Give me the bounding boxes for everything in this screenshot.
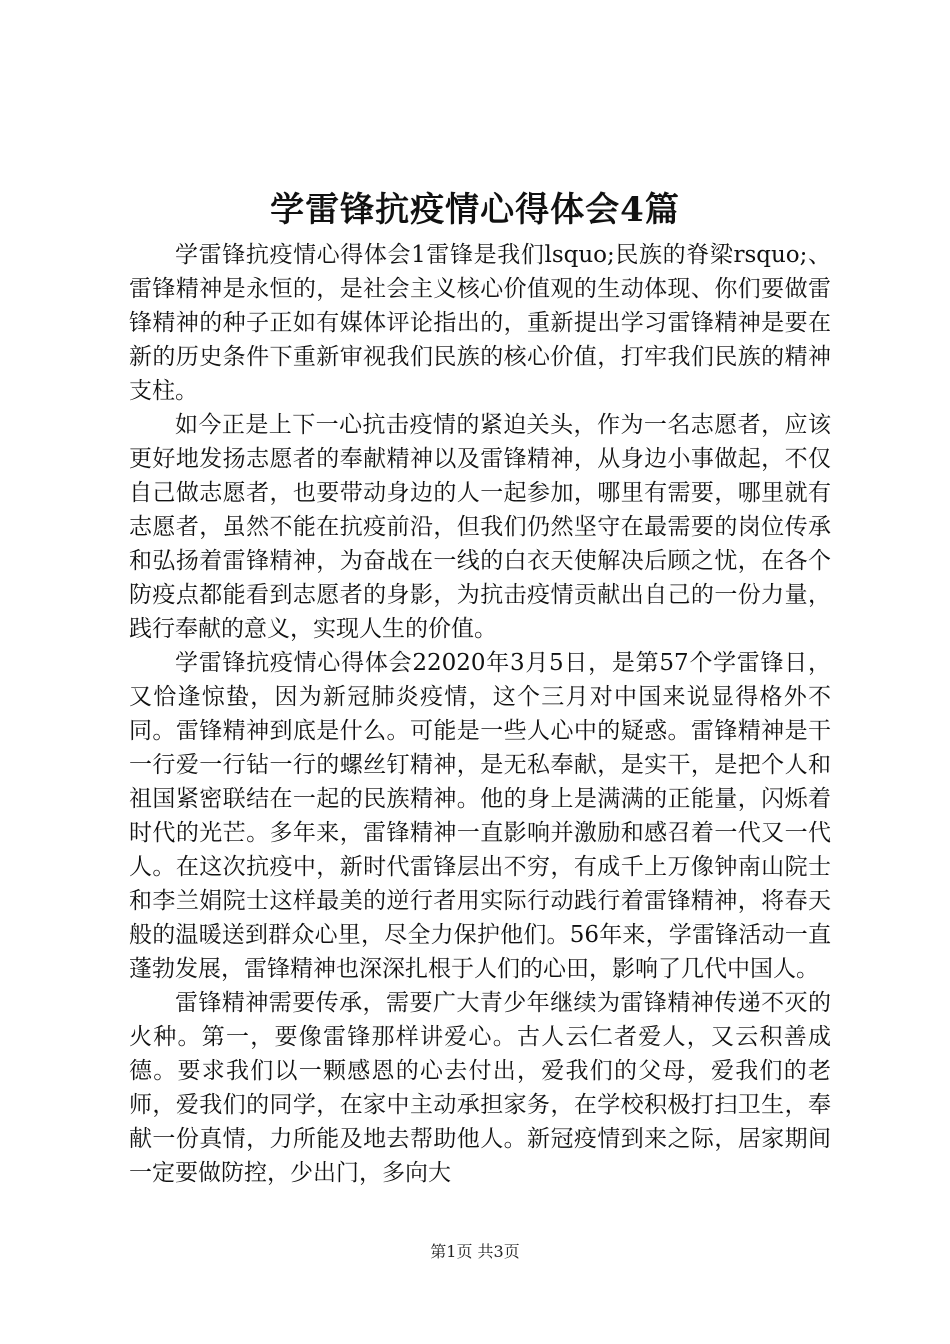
document-body bbox=[129, 238, 831, 1190]
document-title: 学雷锋抗疫情心得体会4篇 bbox=[270, 190, 680, 230]
paragraph: 如今正是上下一心抗击疫情的紧迫关头，作为一名志愿者，应该更好地发扬志愿者的奉献精神以及雷锋精神，从身边小事做起，不仅自己做志愿者，也要带动身边的人一起参加，哪里有需要，哪里就有志愿者，虽然不能在抗疫前沿，但我们仍然坚守在最需要的岗位传承和弘扬着雷锋精神，为奋战在一线的白衣天使解决后顾之忧，在各个防疫点都能看到志愿者的身影，为抗击疫情贡献出自己的一份力量，践行奉献的意义，实现人生的价值。 bbox=[129, 412, 831, 642]
paragraph: 学雷锋抗疫情心得体会1雷锋是我们lsquo;民族的脊梁rsquo;、雷锋精神是永恒的，是社会主义核心价值观的生动体现、你们要做雷锋精神的种子正如有媒体评论指出的，重新提出学习雷锋精神是要在新的历史条件下重新审视我们民族的核心价值，打牢我们民族的精神支柱。 bbox=[129, 242, 831, 404]
paragraph: 雷锋精神需要传承，需要广大青少年继续为雷锋精神传递不灭的火种。第一，要像雷锋那样讲爱心。古人云仁者爱人，又云积善成德。要求我们以一颗感恩的心去付出，爱我们的父母，爱我们的老师，爱我们的同学，在家中主动承担家务，在学校积极打扫卫生，奉献一份真情，力所能及地去帮助他人。新冠疫情到来之际，居家期间一定要做防控，少出门，多向大 bbox=[129, 990, 831, 1186]
paragraph: 学雷锋抗疫情心得体会22020年3月5日，是第57个学雷锋日，又恰逢惊蛰，因为新冠肺炎疫情，这个三月对中国来说显得格外不同。雷锋精神到底是什么。可能是一些人心中的疑惑。雷锋精神是干一行爱一行钻一行的螺丝钉精神，是无私奉献，是实干，是把个人和祖国紧密联结在一起的民族精神。他的身上是满满的正能量，闪烁着时代的光芒。多年来，雷锋精神一直影响并激励和感召着一代又一代人。在这次抗疫中，新时代雷锋层出不穷，有成千上万像钟南山院士和李兰娟院士这样最美的逆行者用实际行动践行着雷锋精神，将春天般的温暖送到群众心里，尽全力保护他们。56年来，学雷锋活动一直蓬勃发展，雷锋精神也深深扎根于人们的心田，影响了几代中国人。 bbox=[129, 650, 831, 982]
page-number-footer: 第1页 共3页 bbox=[430, 1242, 520, 1261]
